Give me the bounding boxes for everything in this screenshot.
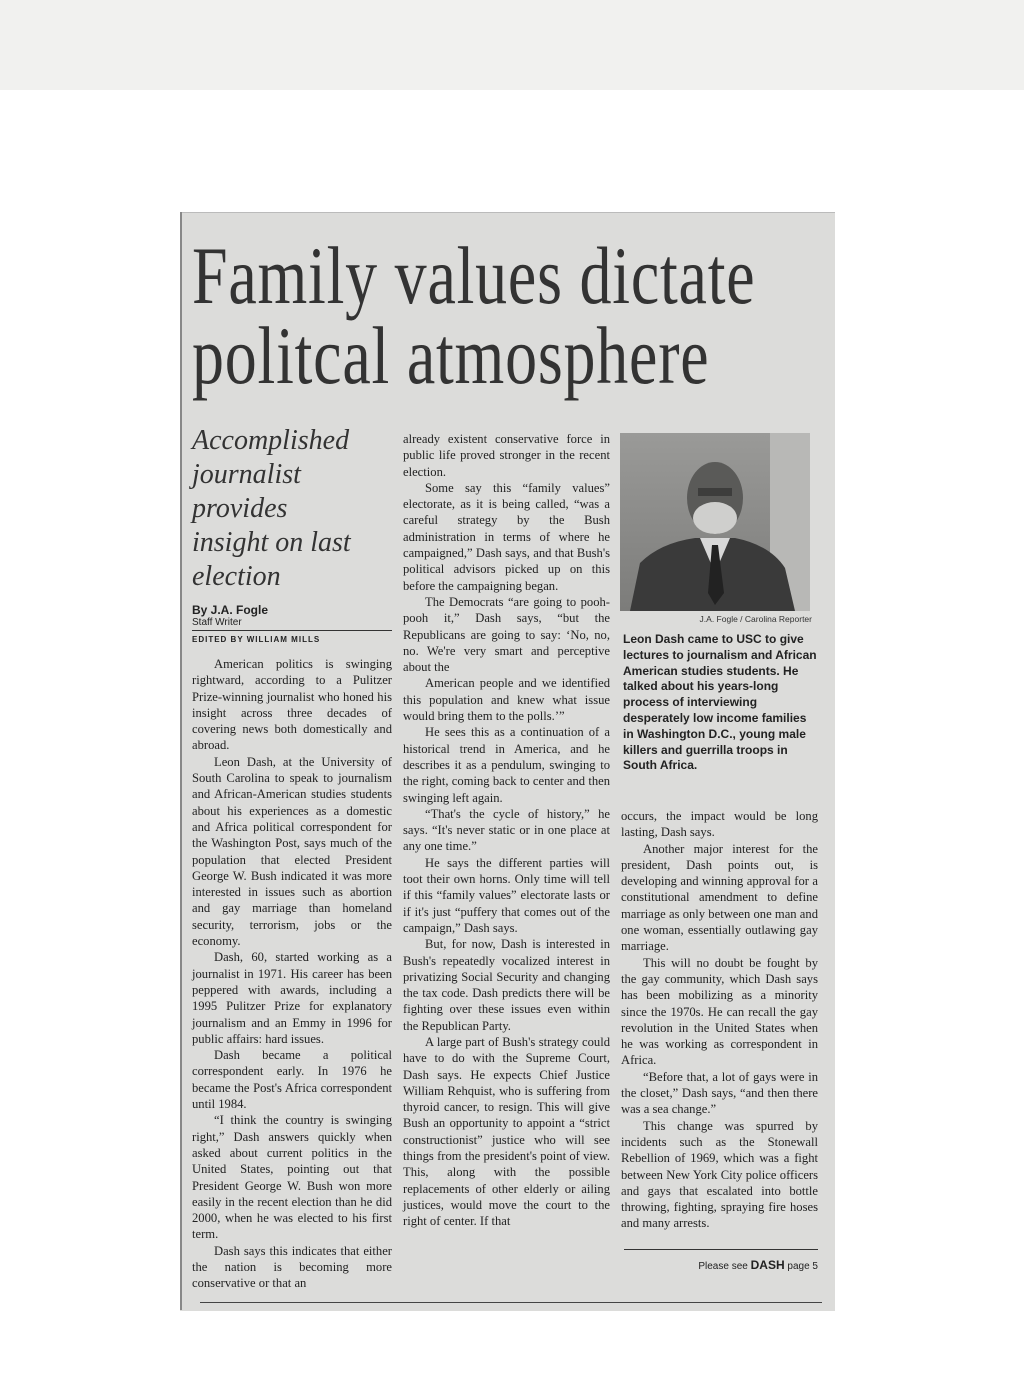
headline-line: politcal atmosphere [192, 310, 710, 401]
bottom-rule [200, 1302, 822, 1303]
paragraph: “Before that, a lot of gays were in the closet,” Dash says, “and then there was a sea change.” [621, 1069, 818, 1117]
deck-line: provides [192, 493, 288, 524]
deck-line: Accomplished [192, 425, 350, 456]
paragraph: Dash says this indicates that either the nation is becoming more conservative or that an [192, 1243, 392, 1291]
deck-line: insight on last [192, 527, 351, 558]
paragraph: already existent conservative force in public life proved stronger in the recent election. [403, 432, 610, 479]
jump-page: page 5 [787, 1261, 818, 1272]
portrait-illustration [620, 433, 810, 611]
photo-caption: Leon Dash came to USC to give lectures to journalism and African American studies students. He talked about his years-long process of interviewing desperately low income families in Washington D.C., young male killers and guerrilla troops in South Africa. [623, 632, 817, 773]
photo-credit: J.A. Fogle / Carolina Reporter [699, 614, 812, 624]
paragraph: American politics is swinging rightward, according to a Pulitzer Prize-winning journalist who honed his insight across three decades of covering news both domestically and abroad. [192, 657, 392, 753]
paragraph: Dash became a political correspondent early. In 1976 he became the Post's Africa correspondent until 1984. [192, 1048, 392, 1112]
headline [192, 230, 816, 401]
byline [192, 603, 392, 644]
paragraph: “I think the country is swinging right,” Dash answers quickly when asked about current politics in the United States, pointing out that President George W. Bush won more easily in the recent election than he did 2000, when he was elected to his first term. [192, 1113, 392, 1242]
paragraph: A large part of Bush's strategy could have to do with the Supreme Court, Dash says. He expects Chief Justice William Rehquist, who is suffering from thyroid cancer, to resign. This will give Bush an opportunity to appoint a “strict constructionist” justice who will see things from the president's point of view. This, along with the possible replacements of other elderly or ailing justices, would move the court to the right of center. If that [403, 1034, 610, 1229]
paragraph: He sees this as a continuation of a historical trend in America, and he describes it as a pendulum, swinging to the right, coming back to center and then swinging left again. [403, 725, 610, 805]
author: By J.A. Fogle [192, 603, 269, 617]
photo-leon-dash [620, 433, 810, 611]
paragraph: This change was spurred by incidents such as the Stonewall Rebellion of 1969, which was a fight between New York City police officers and gays that escalated into bottle throwing, fighting, spraying fire hoses and many arrests. [621, 1118, 818, 1231]
paragraph: Leon Dash, at the University of South Carolina to speak to journalism and African-American studies students about his experiences as a domestic and Africa political correspondent for the Washington Post, says much of the population that elected President George W. Bush indicated it was more interested in issues such as abortion and gay marriage than homeland security, terrorism, jobs or the economy. [192, 754, 392, 949]
author-role: Staff Writer [192, 617, 392, 631]
paragraph: But, for now, Dash is interested in Bush's repeatedly vocalized interest in privatizing Social Security and changing the tax code. Dash predicts there will be fighting over these issues even within the Republican Party. [403, 937, 610, 1033]
paragraph: Some say this “family values” electorate, as it is being called, “was a careful strategy by the Bush administration in terms of where he campaigned,” Dash says, and that Bush's political advisors picked up on this before the campaigning began. [403, 480, 610, 593]
headline-line: Family values dictate [192, 230, 756, 321]
paragraph: He says the different parties will toot their own horns. Only time will tell if this “family values” electorate lasts or if it's just “puffery that comes out of the campaign,” Dash says. [403, 855, 610, 935]
divider [624, 1249, 818, 1250]
paragraph: The Democrats “are going to pooh-pooh it,” Dash says, “but the Republicans are going to say: ‘No, no, no. We're very smart and perceptive about the [403, 594, 610, 675]
paragraph: “That's the cycle of history,” he says. “It's never static or in one place at any one time.” [403, 806, 610, 854]
column-3 [621, 808, 818, 1232]
jump-prefix: Please see [698, 1261, 748, 1272]
deck-line: journalist [192, 459, 301, 490]
paragraph: This will no doubt be fought by the gay community, which Dash says has been mobilizing as a minority since the 1970s. He can recall the gay revolution in the United States when he was working as correspondent in Africa. [621, 955, 818, 1068]
deck-line: election [192, 561, 281, 592]
column-rule [180, 212, 182, 1310]
paragraph: Another major interest for the president, Dash points out, is developing and winning approval for a constitutional amendment to define marriage as only between one man and one woman, essentially outlawing gay marriage. [621, 841, 818, 954]
column-1 [192, 656, 392, 1292]
paragraph: occurs, the impact would be long lasting, Dash says. [621, 809, 818, 840]
jump-keyword: DASH [750, 1258, 785, 1272]
column-2 [403, 431, 610, 1230]
editor-credit: EDITED BY WILLIAM MILLS [192, 635, 321, 644]
paragraph: Dash, 60, started working as a journalist in 1971. His career has been peppered with awards, including a 1995 Pulitzer Prize for explanatory journalism and an Emmy in 1996 for public affairs: hard issues. [192, 950, 392, 1046]
subheadline [192, 424, 392, 594]
paragraph: American people and we identified this population and knew what issue would bring them to the polls.’” [403, 676, 610, 724]
scanner-margin [0, 0, 1024, 90]
jump-line [624, 1258, 818, 1272]
